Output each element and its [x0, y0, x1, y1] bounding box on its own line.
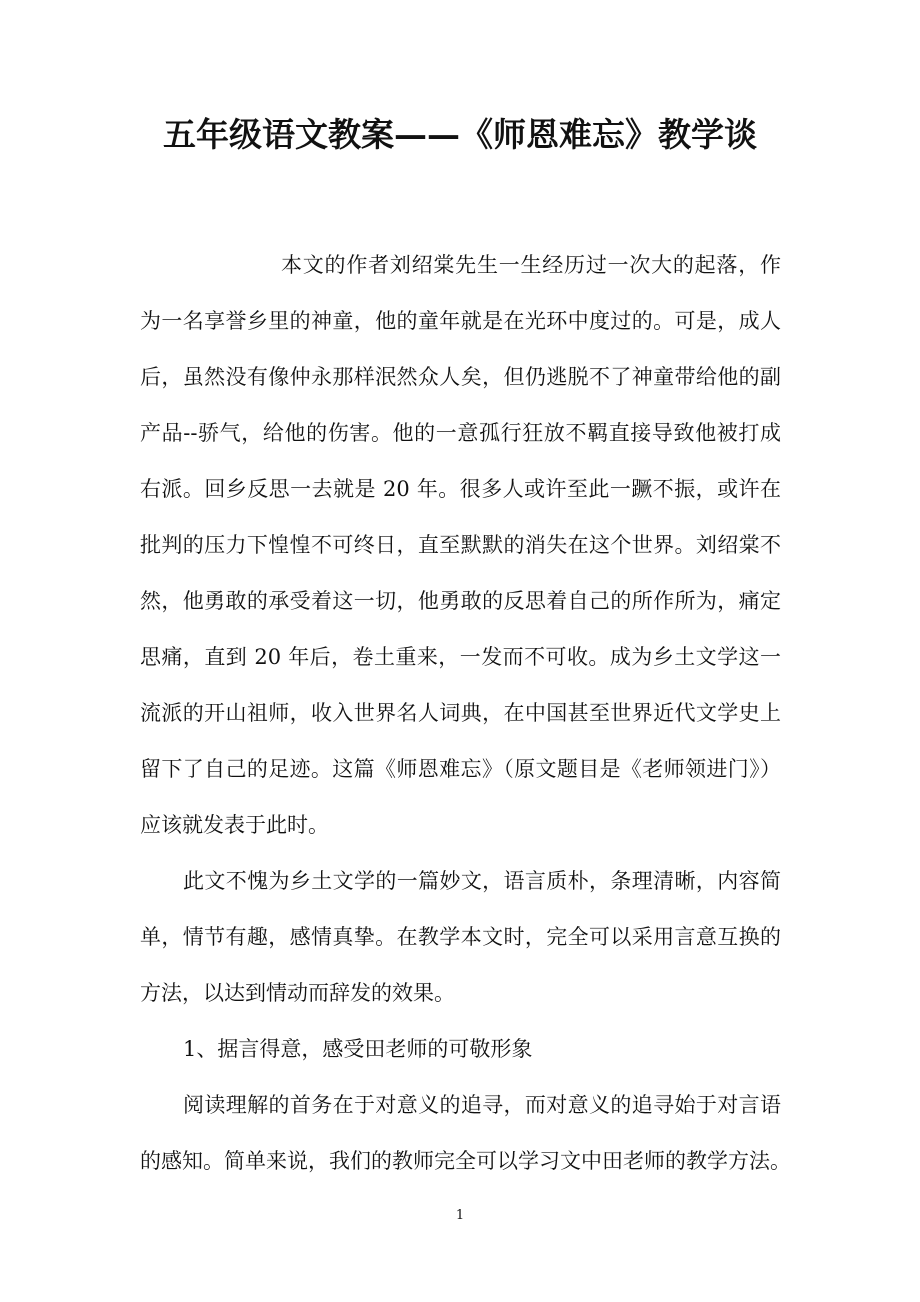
- text-line: 的感知。简单来说，我们的教师完全可以学习文中田老师的教学方法。: [140, 1149, 791, 1173]
- paragraph-author-background: [140, 237, 781, 853]
- text-line: 留下了自己的足迹。这篇《师恩难忘》（原文题目是《老师领进门》）: [140, 757, 781, 781]
- text-line: 为一名享誉乡里的神童，他的童年就是在光环中度过的。可是，成人: [140, 309, 781, 333]
- paragraph-reading-comprehension: [140, 1077, 791, 1189]
- text-line: 1、据言得意，感受田老师的可敬形象: [183, 1037, 533, 1061]
- text-line: 产品--骄气，给他的伤害。他的一意孤行狂放不羁直接导致他被打成: [140, 421, 781, 445]
- text-line: 应该就发表于此时。: [140, 813, 329, 837]
- text-line: 单，情节有趣，感情真挚。在教学本文时，完全可以采用言意互换的: [140, 925, 781, 949]
- text-line: 本文的作者刘绍棠先生一生经历过一次大的起落，作: [281, 253, 781, 277]
- text-line: 右派。回乡反思一去就是 20 年。很多人或许至此一蹶不振，或许在: [140, 477, 781, 501]
- paragraph-text-evaluation: [140, 853, 781, 1021]
- document-title: 五年级语文教案——《师恩难忘》教学谈: [163, 115, 757, 154]
- text-line: 阅读理解的首务在于对意义的追寻，而对意义的追寻始于对言语: [183, 1093, 781, 1117]
- text-line: 批判的压力下惶惶不可终日，直至默默的消失在这个世界。刘绍棠不: [140, 533, 781, 557]
- text-line: 思痛，直到 20 年后，卷土重来，一发而不可收。成为乡土文学这一: [140, 645, 781, 669]
- document-body: [140, 237, 791, 1189]
- page-number: 1: [455, 1208, 465, 1223]
- text-line: 方法，以达到情动而辞发的效果。: [140, 981, 455, 1005]
- section-heading-1: [140, 1021, 781, 1077]
- text-line: 后，虽然没有像仲永那样泯然众人矣，但仍逃脱不了神童带给他的副: [140, 365, 781, 389]
- text-line: 流派的开山祖师，收入世界名人词典，在中国甚至世界近代文学史上: [140, 701, 781, 725]
- text-line: 然，他勇敢的承受着这一切，他勇敢的反思着自己的所作所为，痛定: [140, 589, 781, 613]
- text-line: 此文不愧为乡土文学的一篇妙文，语言质朴，条理清晰，内容简: [183, 869, 781, 893]
